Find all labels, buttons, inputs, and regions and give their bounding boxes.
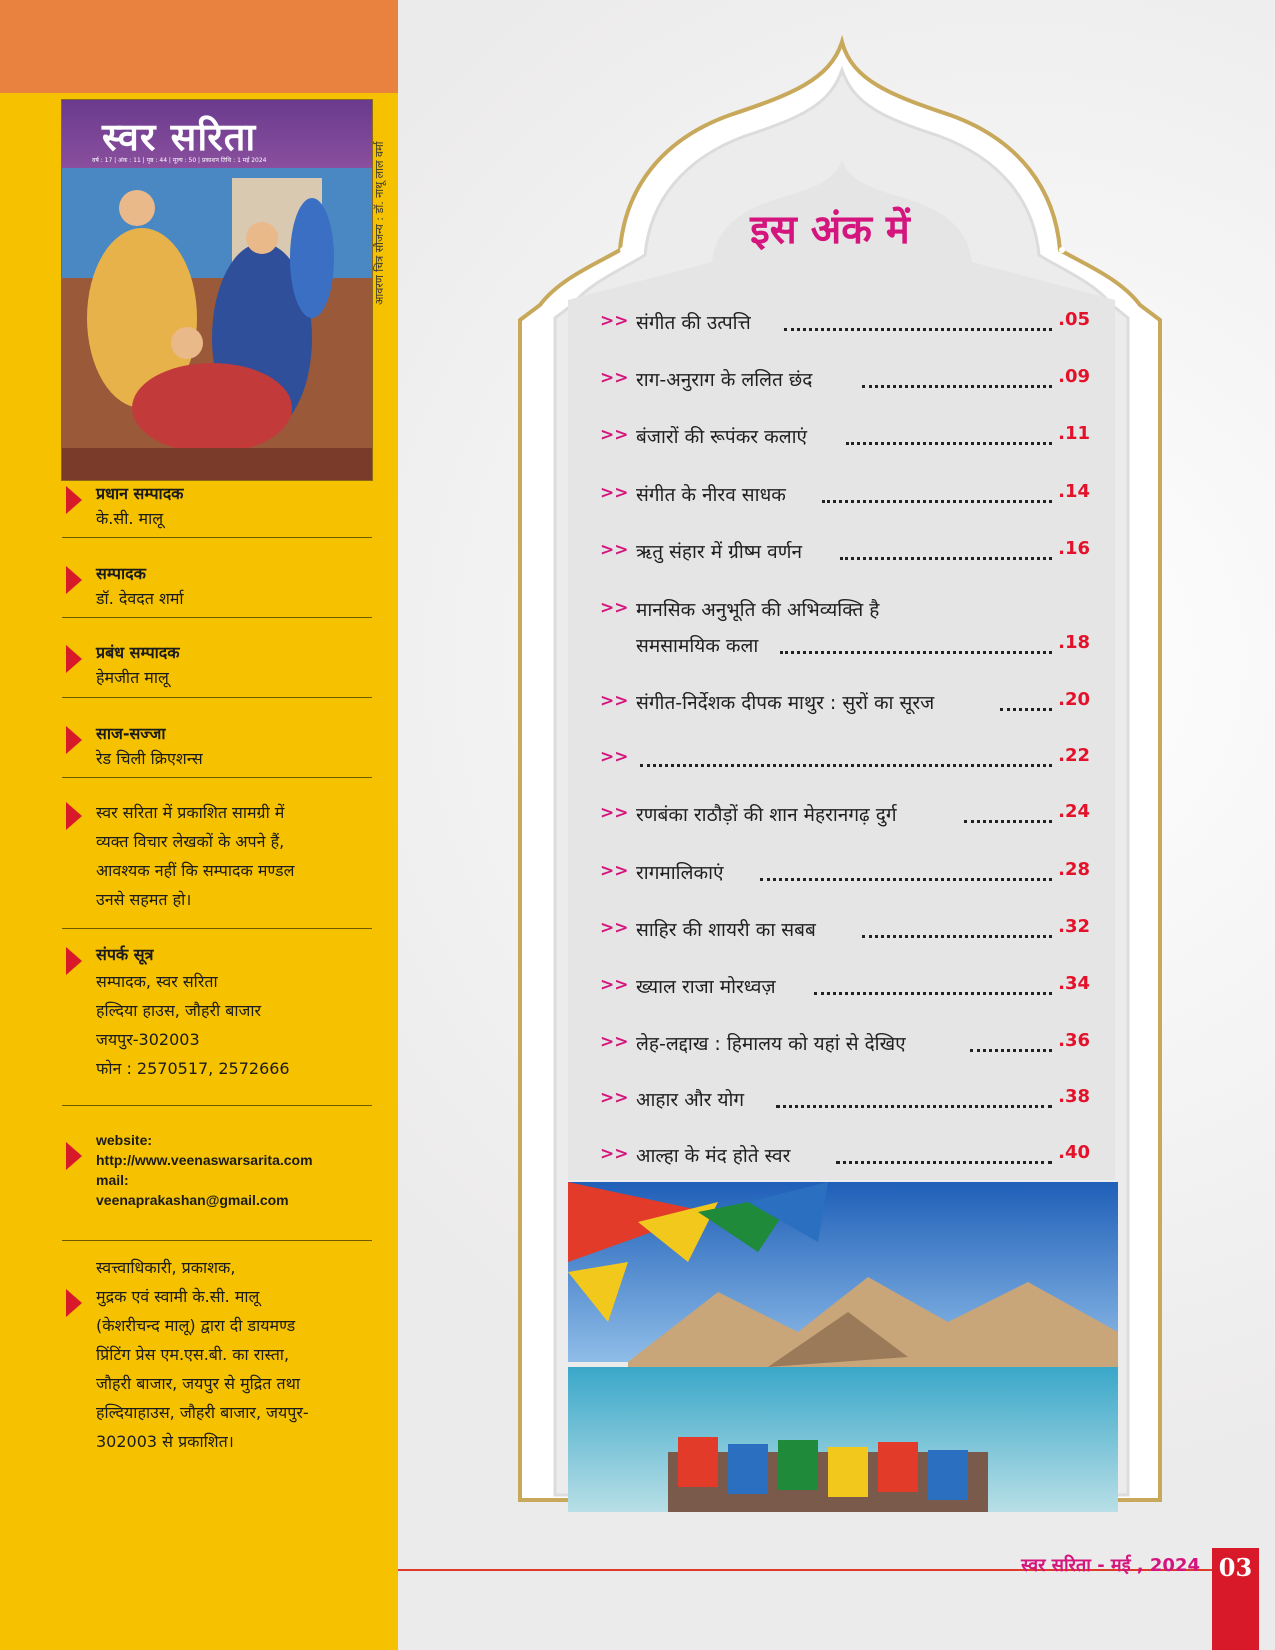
toc-item[interactable] — [600, 366, 1090, 390]
chevron-icon: >> — [600, 540, 629, 560]
toc-item-page: .36 — [1058, 1030, 1090, 1051]
toc-item-page: .38 — [1058, 1086, 1090, 1107]
chevron-icon: >> — [600, 918, 629, 938]
toc-item[interactable] — [600, 745, 1090, 769]
toc-item-title: आल्हा के मंद होते स्वर — [636, 1145, 791, 1167]
toc-item-page: .32 — [1058, 916, 1090, 937]
design-value: रेड चिली क्रिएशन्स — [96, 749, 203, 768]
toc-item-title: संगीत-निर्देशक दीपक माथुर : सुरों का सूरज — [636, 692, 935, 714]
dot-leader — [814, 973, 1052, 995]
chevron-icon: >> — [600, 747, 629, 767]
cover-subtitle: वर्ष : 17 | अंक : 11 | पृष्ठ : 44 | मूल्य : 50 | प्रकाशन तिथि : 1 मई 2024 — [92, 157, 267, 164]
editor-value: डॉ. देवदत शर्मा — [96, 589, 184, 608]
publisher-line: 302003 से प्रकाशित। — [96, 1432, 234, 1451]
mail-link[interactable]: veenaprakashan@gmail.com — [96, 1192, 289, 1208]
toc-item-title: संगीत की उत्पत्ति — [636, 312, 751, 334]
dot-leader — [822, 481, 1052, 503]
toc-item-page: .05 — [1058, 309, 1090, 330]
website-link[interactable]: http://www.veenaswarsarita.com — [96, 1152, 313, 1168]
toc-item-title: लेह-लद्दाख : हिमालय को यहां से देखिए — [636, 1033, 906, 1055]
toc-item-page: .18 — [1058, 632, 1090, 653]
disclaimer-line: आवश्यक नहीं कि सम्पादक मण्डल — [96, 861, 295, 880]
chevron-icon: >> — [600, 1144, 629, 1164]
dot-leader — [780, 632, 1052, 654]
chevron-icon: >> — [600, 425, 629, 445]
dot-leader — [640, 745, 1052, 767]
contact-line: जयपुर-302003 — [96, 1030, 200, 1049]
managing-editor-label: प्रबंध सम्पादक — [96, 643, 180, 662]
toc-item-page: .14 — [1058, 481, 1090, 502]
chevron-icon: >> — [600, 1032, 629, 1052]
design-label: साज-सज्जा — [96, 724, 166, 743]
chevron-icon: >> — [600, 368, 629, 388]
dot-leader — [760, 859, 1052, 881]
toc-item-title: रणबंका राठौड़ों की शान मेहरानगढ़ दुर्ग — [636, 804, 897, 826]
dot-leader — [964, 801, 1052, 823]
chief-editor-label: प्रधान सम्पादक — [96, 484, 184, 503]
contact-label: संपर्क सूत्र — [96, 945, 154, 964]
dot-leader — [836, 1142, 1052, 1164]
footer-title: स्वर सरिता - मई , 2024 — [1021, 1555, 1200, 1576]
toc-item-title: ऋतु संहार में ग्रीष्म वर्णन — [636, 541, 803, 563]
dot-leader — [776, 1086, 1052, 1108]
toc-heading: इस अंक में — [750, 207, 910, 253]
toc-item-page: .22 — [1058, 745, 1090, 766]
publisher-line: मुद्रक एवं स्वामी के.सी. मालू — [96, 1287, 260, 1306]
toc-item-title: साहिर की शायरी का सबब — [636, 919, 816, 941]
contact-line: सम्पादक, स्वर सरिता — [96, 972, 218, 991]
toc-item[interactable] — [600, 481, 1090, 505]
editor-label: सम्पादक — [96, 564, 146, 583]
chevron-icon: >> — [600, 691, 629, 711]
dot-leader — [784, 309, 1052, 331]
publisher-line: स्वत्त्वाधिकारी, प्रकाशक, — [96, 1258, 236, 1277]
toc-item[interactable] — [600, 859, 1090, 883]
toc-item-title: मानसिक अनुभूति की अभिव्यक्ति है — [636, 599, 880, 621]
page-number: 03 — [1212, 1548, 1259, 1588]
managing-editor-value: हेमजीत मालू — [96, 668, 169, 687]
toc-item[interactable] — [600, 596, 1090, 656]
publisher-line: हल्दियाहाउस, जौहरी बाजार, जयपुर- — [96, 1403, 309, 1422]
cover-title: स्वर सरिता — [102, 114, 257, 159]
toc-item[interactable] — [600, 916, 1090, 940]
publisher-line: प्रिंटिंग प्रेस एम.एस.बी. का रास्ता, — [96, 1345, 290, 1364]
chevron-icon: >> — [600, 803, 629, 823]
dot-leader — [846, 423, 1052, 445]
chief-editor-value: के.सी. मालू — [96, 509, 164, 528]
chevron-icon: >> — [600, 311, 629, 331]
toc-item-title: बंजारों की रूपंकर कलाएं — [636, 426, 808, 448]
toc-item-page: .09 — [1058, 366, 1090, 387]
toc-item[interactable] — [600, 973, 1090, 997]
toc-item[interactable] — [600, 423, 1090, 447]
contact-line: हल्दिया हाउस, जौहरी बाजार — [96, 1001, 262, 1020]
toc-item[interactable] — [600, 1086, 1090, 1110]
toc-item-page: .24 — [1058, 801, 1090, 822]
toc-item[interactable] — [600, 1142, 1090, 1166]
toc-item[interactable] — [600, 309, 1090, 333]
disclaimer-line: उनसे सहमत हो। — [96, 890, 192, 909]
toc-item-title-continued: समसामयिक कला — [636, 635, 759, 657]
contact-line: फोन : 2570517, 2572666 — [96, 1059, 290, 1078]
dot-leader — [862, 916, 1052, 938]
website-label: website: — [96, 1132, 153, 1148]
dot-leader — [862, 366, 1052, 388]
dot-leader — [970, 1030, 1052, 1052]
cover-credit: आवरण चित्र सौजन्य : डॉ. नाथू लाल वर्मा — [373, 141, 386, 305]
publisher-line: (केशरीचन्द मालू) द्वारा दी डायमण्ड — [96, 1316, 296, 1335]
toc-item-page: .16 — [1058, 538, 1090, 559]
ladakh-lake-photo — [568, 1182, 1118, 1512]
toc-item-page: .11 — [1058, 423, 1090, 444]
publisher-line: जौहरी बाजार, जयपुर से मुद्रित तथा — [96, 1374, 300, 1393]
toc-item-page: .40 — [1058, 1142, 1090, 1163]
chevron-icon: >> — [600, 483, 629, 503]
toc-item-title: संगीत के नीरव साधक — [636, 484, 786, 506]
chevron-icon: >> — [600, 861, 629, 881]
toc-item-page: .34 — [1058, 973, 1090, 994]
toc-item-page: .20 — [1058, 689, 1090, 710]
toc-item[interactable] — [600, 801, 1090, 825]
disclaimer-line: व्यक्त विचार लेखकों के अपने हैं, — [96, 832, 285, 851]
page-tab — [1212, 1588, 1259, 1650]
toc-item-title: राग-अनुराग के ललित छंद — [636, 369, 813, 391]
toc-item-title: रागमालिकाएं — [636, 862, 724, 884]
dot-leader — [840, 538, 1052, 560]
toc-item[interactable] — [600, 1030, 1090, 1054]
chevron-icon: >> — [600, 598, 629, 618]
toc-item[interactable] — [600, 689, 1090, 713]
mail-label: mail: — [96, 1172, 129, 1188]
dot-leader — [1000, 689, 1052, 711]
toc-item-title: आहार और योग — [636, 1089, 745, 1111]
toc-item-title: ख्याल राजा मोरध्वज़ — [636, 976, 776, 998]
chevron-icon: >> — [600, 1088, 629, 1108]
toc-item[interactable] — [600, 538, 1090, 562]
disclaimer-line: स्वर सरिता में प्रकाशित सामग्री में — [96, 803, 285, 822]
chevron-icon: >> — [600, 975, 629, 995]
toc-item-page: .28 — [1058, 859, 1090, 880]
